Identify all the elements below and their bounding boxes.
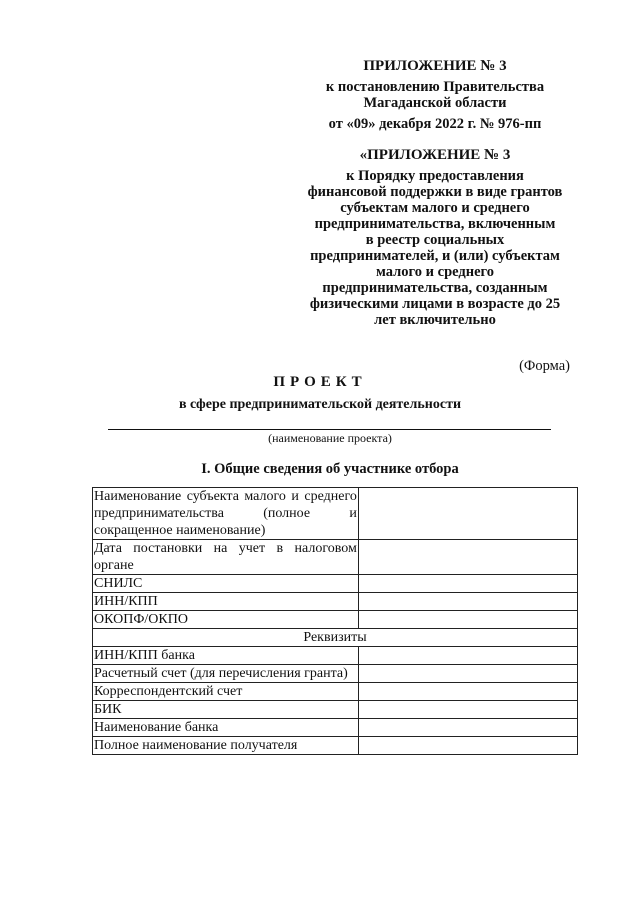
row-value-okopf-okpo[interactable] — [358, 611, 577, 629]
inner-appendix-line: предпринимателей, и (или) субъектам — [310, 248, 560, 264]
row-label-bik: БИК — [93, 701, 359, 719]
table-row — [93, 488, 578, 540]
inner-appendix-line: малого и среднего — [376, 264, 494, 280]
inner-appendix-line: в реестр социальных — [365, 232, 505, 248]
inner-appendix-line: физическими лицами в возрасте до 25 — [309, 296, 561, 312]
table-section-row — [93, 629, 578, 647]
row-label-entity-name: Наименование субъекта малого и среднего предпринимательства (полное и сокращенное наименование) — [94, 489, 357, 538]
inner-appendix-line: лет включительно — [374, 312, 496, 328]
table-row — [93, 540, 578, 575]
project-name-field[interactable] — [108, 429, 551, 430]
table-row — [93, 593, 578, 611]
row-value-settlement-account[interactable] — [358, 665, 577, 683]
row-label-recipient-name: Полное наименование получателя — [93, 737, 359, 755]
row-label-bank-name: Наименование банка — [93, 719, 359, 737]
table-row — [93, 719, 578, 737]
inner-appendix-title: «ПРИЛОЖЕНИЕ № 3 — [359, 147, 511, 163]
section-title: I. Общие сведения об участнике отбора — [201, 461, 459, 477]
table-row — [93, 665, 578, 683]
inner-appendix-header — [290, 147, 580, 328]
row-value-bik[interactable] — [358, 701, 577, 719]
table-row — [93, 737, 578, 755]
appendix-line-2: Магаданской области — [363, 95, 507, 111]
appendix-title: ПРИЛОЖЕНИЕ № 3 — [363, 58, 507, 74]
appendix-header — [290, 58, 580, 132]
row-value-tax-registration-date[interactable] — [358, 540, 577, 575]
row-value-recipient-name[interactable] — [358, 737, 577, 755]
row-value-inn-kpp[interactable] — [358, 593, 577, 611]
appendix-line-1: к постановлению Правительства — [325, 79, 545, 95]
form-label: (Форма) — [519, 358, 570, 374]
project-name-caption: (наименование проекта) — [268, 431, 392, 445]
participant-info-table — [92, 487, 578, 755]
row-value-entity-name[interactable] — [358, 488, 577, 540]
table-row — [93, 611, 578, 629]
row-label-settlement-account: Расчетный счет (для перечисления гранта) — [93, 665, 359, 683]
inner-appendix-line: предпринимательства, включенным — [314, 216, 556, 232]
appendix-date: от «09» декабря 2022 г. № 976-пп — [328, 116, 542, 132]
project-heading: ПРОЕКТ — [273, 374, 367, 390]
row-label-okopf-okpo: ОКОПФ/ОКПО — [93, 611, 359, 629]
table-row — [93, 575, 578, 593]
row-label-tax-registration-date: Дата постановки на учет в налоговом органе — [94, 541, 357, 573]
inner-appendix-line: субъектам малого и среднего — [340, 200, 530, 216]
project-sphere: в сфере предпринимательской деятельности — [178, 397, 462, 412]
inner-appendix-line: предпринимательства, созданным — [322, 280, 548, 296]
table-row — [93, 647, 578, 665]
requisites-header: Реквизиты — [93, 629, 578, 647]
row-value-snils[interactable] — [358, 575, 577, 593]
row-label-inn-kpp: ИНН/КПП — [93, 593, 359, 611]
inner-appendix-line: к Порядку предоставления — [346, 168, 524, 184]
row-value-correspondent-account[interactable] — [358, 683, 577, 701]
row-value-bank-name[interactable] — [358, 719, 577, 737]
inner-appendix-line: финансовой поддержки в виде грантов — [307, 184, 563, 200]
table-row — [93, 701, 578, 719]
row-value-bank-inn-kpp[interactable] — [358, 647, 577, 665]
row-label-bank-inn-kpp: ИНН/КПП банка — [93, 647, 359, 665]
row-label-correspondent-account: Корреспондентский счет — [93, 683, 359, 701]
table-row — [93, 683, 578, 701]
row-label-snils: СНИЛС — [93, 575, 359, 593]
